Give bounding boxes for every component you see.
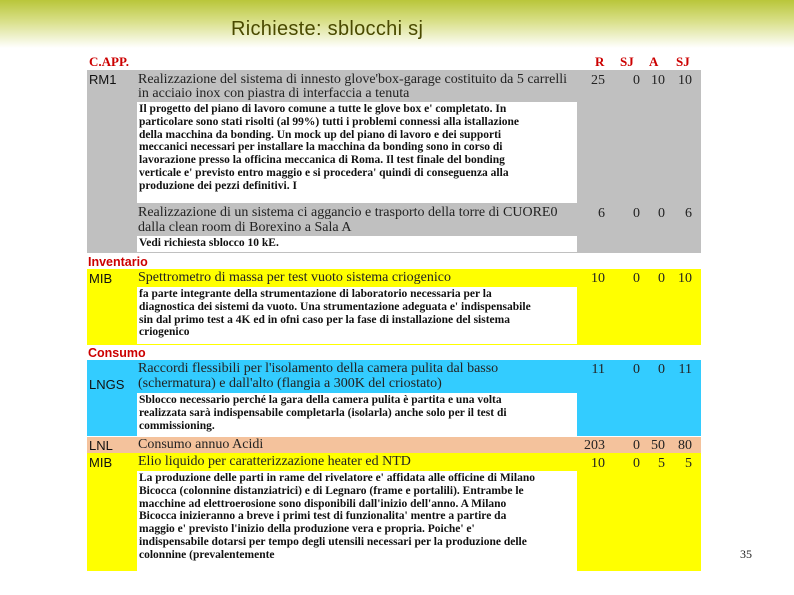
note-box-mib-consumo <box>137 471 577 571</box>
row-description-line: Spettrometro di massa per test vuoto sistema criogenico <box>138 270 451 285</box>
value-r: 203 <box>584 438 605 453</box>
value-sj: 0 <box>633 362 640 377</box>
note-line: criogenico <box>139 326 190 339</box>
row-description-line: Realizzazione del sistema di innesto glove'box-garage costituito da 5 carrelli <box>138 72 567 87</box>
note-box-rm1 <box>137 102 577 203</box>
value-a: 0 <box>658 271 665 286</box>
row-description-line: Realizzazione di un sistema ci aggancio e trasporto della torre di CUORE0 <box>138 205 558 220</box>
value-sj: 0 <box>633 438 640 453</box>
section-heading-consumo: Consumo <box>88 346 146 360</box>
column-header-a: A <box>649 54 659 69</box>
value-sj2: 5 <box>685 456 692 471</box>
note-line: indispensabile dotarsi per tempo degli utensili necessari per la produzione delle <box>139 535 527 548</box>
value-a: 50 <box>651 438 665 453</box>
value-sj: 0 <box>633 206 640 221</box>
column-header-capp: C.APP. <box>89 54 129 69</box>
value-sj2: 11 <box>678 362 692 377</box>
note-line: colonnine (prevalentemente <box>139 548 275 561</box>
value-a: 0 <box>658 362 665 377</box>
value-r: 6 <box>598 206 605 221</box>
row-label-mib: MIB <box>89 455 113 470</box>
row-label-lngs: LNGS <box>89 377 125 392</box>
row-description-line: (schermatura) e dall'alto (flangia a 300K del criostato) <box>138 376 442 391</box>
note-line: macchine ad elettroerosione sono disponibili dall'inizio dell'anno. A Milano <box>139 497 507 510</box>
note-line: Il progetto del piano di lavoro comune a tutte le glove box e' completato. In <box>139 103 507 115</box>
section-heading-inventario: Inventario <box>88 255 148 269</box>
value-sj: 0 <box>633 73 640 88</box>
row-label-lnl: LNL <box>89 438 113 453</box>
value-a: 10 <box>651 73 665 88</box>
note-box-lngs <box>137 393 577 437</box>
note-line: diagnostica dei sistemi da vuoto. Una strumentazione adeguata e' indispensabile <box>139 300 531 313</box>
row-description-line: Consumo annuo Acidi <box>138 437 264 452</box>
note-line: meccanici necessari per installare la macchina da bonding sono in corso di <box>139 141 503 154</box>
note-line: Bicocca (colonnine distanziatrici) e di Legnaro (frame e portalili). Entrambe le <box>139 484 524 497</box>
value-sj: 0 <box>633 456 640 471</box>
value-r: 25 <box>591 73 605 88</box>
row-description-line: Elio liquido per caratterizzazione heater ed NTD <box>138 454 411 469</box>
column-header-sj: SJ <box>620 54 634 69</box>
page-number: 35 <box>740 547 752 561</box>
note-line: produzione dei pezzi definitivi. I <box>139 179 297 192</box>
note-line: La produzione delle parti in rame del rivelatore e' affidata alle officine di Milano <box>139 472 535 484</box>
note-line: lavorazione presso la officina meccanica di Roma. Il test finale del bonding <box>139 154 505 167</box>
note-line: Sblocco necessario perché la gara della camera pulita è partita e una volta <box>139 394 502 406</box>
value-sj2: 10 <box>678 271 692 286</box>
row-description-line: Raccordi flessibili per l'isolamento della camera pulita dal basso <box>138 361 499 376</box>
note-line: particolare sono stati risolti (al 99%) tutti i problemi connessi alla istallazione <box>139 115 520 128</box>
slide-title: Richieste: sblocchi sj <box>231 18 424 40</box>
column-header-r: R <box>595 54 605 69</box>
note-line: verticale e' previsto entro maggio e si procedera' quindi di conseguenza alla <box>139 166 509 179</box>
value-a: 5 <box>658 456 665 471</box>
note-box-mib-inventario <box>137 287 577 344</box>
value-sj2: 10 <box>678 73 692 88</box>
row-label-rm1: RM1 <box>89 72 117 87</box>
value-a: 0 <box>658 206 665 221</box>
note-line: commissioning. <box>139 419 215 432</box>
note-box-rm1-b <box>137 236 577 252</box>
note-line: sin dal primo test a 4K ed in ofni caso per la fase di installazione del sistema <box>139 313 510 326</box>
value-r: 10 <box>591 456 605 471</box>
column-header-sj2: SJ <box>676 54 690 69</box>
note-line: fa parte integrante della strumentazione di laboratorio necessaria per la <box>139 288 492 300</box>
note-line: Bicocca inizieranno a breve i primi test di funzionalita' mentre a partire da <box>139 510 507 523</box>
note-line: realizzata sarà indispensabile completarla (isolarla) anche solo per il test di <box>139 406 507 419</box>
note-line: della macchina da bonding. Un mock up del piano di lavoro e dei supporti <box>139 128 502 141</box>
note-line: Vedi richiesta sblocco 10 kE. <box>139 237 279 249</box>
value-sj: 0 <box>633 271 640 286</box>
row-label-mib: MIB <box>89 271 113 286</box>
row-description-line: dalla clean room di Borexino a Sala A <box>138 220 352 235</box>
note-line: maggio e' previsto l'inizio della produzione vera e propria. Poiche' e' <box>139 523 475 536</box>
value-r: 11 <box>591 362 605 377</box>
row-description-line: in acciaio inox con piastra di interfaccia a tenuta <box>138 86 410 101</box>
value-sj2: 80 <box>678 438 692 453</box>
value-sj2: 6 <box>685 206 692 221</box>
value-r: 10 <box>591 271 605 286</box>
